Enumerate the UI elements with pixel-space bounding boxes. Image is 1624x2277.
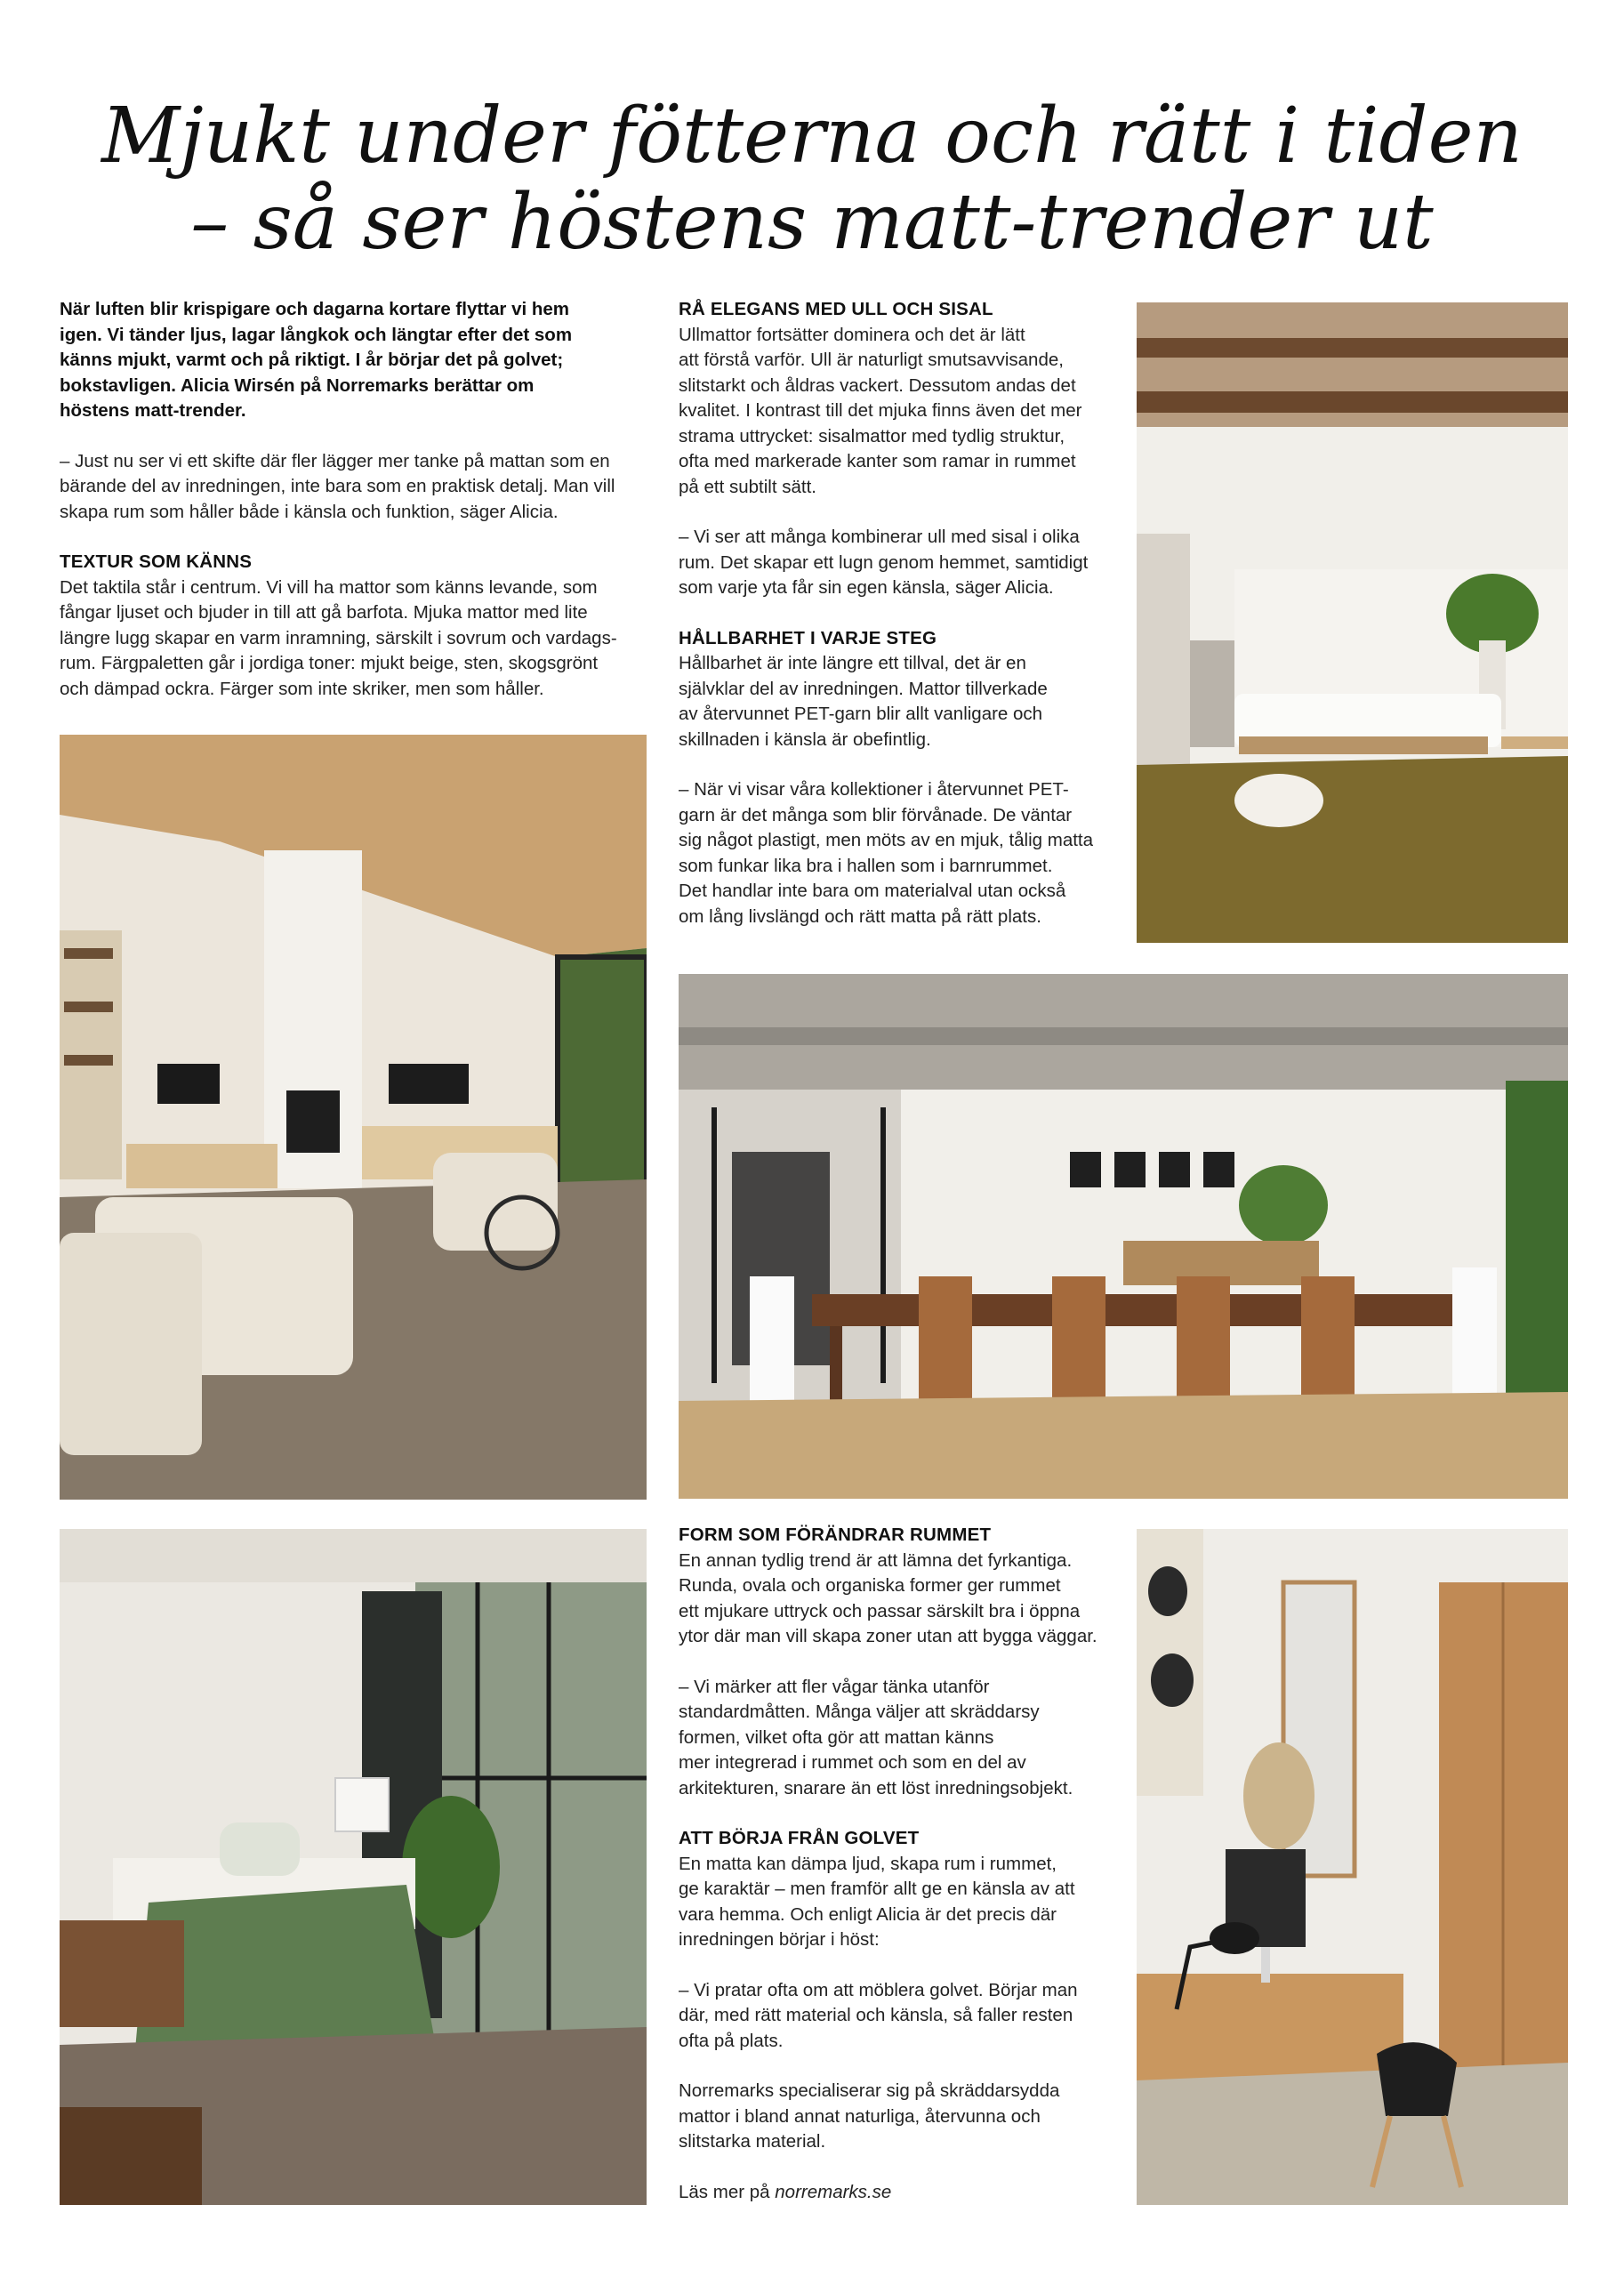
read-more-line	[679, 2180, 1123, 2206]
intro-quote: – Just nu ser vi ett skifte där fler lägger mer tanke på mattan som en bärande del av inredningen, inte bara som en praktisk detalj. Man vill skapa rum som håller både i känsla och funktion, säger Alicia.	[60, 450, 615, 522]
office-illustration	[1137, 1529, 1568, 2205]
photo-living-room	[60, 735, 647, 1500]
paragraph-hallbarhet-quote: – När vi visar våra kollektioner i återvunnet PET- garn är det många som blir förvånade. De väntar sig något plastigt, men möts av en mjuk, tålig matta som funkar lika bra i hallen som i barnrummet. Det handlar inte bara om materialval utan också om lång livslängd och rätt matta på rätt plats.	[679, 779, 1094, 927]
paragraph-outro: Norremarks specialiserar sig på skräddarsydda mattor i bland annat naturliga, återvunna och slitstarka material.	[679, 2080, 1060, 2152]
paragraph-elegans: Ullmattor fortsätter dominera och det är lätt att förstå varför. Ull är naturligt smutsavvisande, slitstarkt och åldras vackert. Dessutom andas det kvalitet. I kontrast till det mjuka finns även det mer strama uttrycket: sisalmattor med tydlig struktur, ofta med markerade kanter som ramar in rummet på ett subtilt sätt.	[679, 324, 1082, 497]
article-title	[0, 93, 1624, 266]
column-2-text	[679, 297, 1123, 954]
heading-golvet: ATT BÖRJA FRÅN GOLVET	[679, 1828, 920, 1848]
photo-office	[1137, 1529, 1568, 2205]
read-more-label: Läs mer på	[679, 2181, 770, 2202]
paragraph-textur: Det taktila står i centrum. Vi vill ha mattor som känns levande, som fångar ljuset och bjuder in till att gå barfota. Mjuka mattor med lite längre lugg skapar en varm inramning, särskilt i sovrum och vardags- rum. Färgpaletten går i jordiga toner: mjukt beige, sten, skogsgrönt och dämpad ockra. Färger som inte skriker, men som håller.	[60, 576, 617, 699]
paragraph-form: En annan tydlig trend är att lämna det fyrkantiga. Runda, ovala och organiska former ger rummet ett mjukare uttryck och passar särskilt bra i öppna ytor där man vill skapa zoner utan att bygga väggar.	[679, 1549, 1097, 1646]
living-room-illustration	[60, 735, 647, 1500]
bench-room-illustration	[1137, 302, 1568, 943]
photo-bedroom	[60, 1529, 647, 2205]
photo-dining-room	[679, 974, 1568, 1499]
paragraph-golvet-quote: – Vi pratar ofta om att möblera golvet. Börjar man där, med rätt material och känsla, så faller resten ofta på plats.	[679, 1979, 1078, 2051]
heading-textur: TEXTUR SOM KÄNNS	[60, 551, 253, 572]
bedroom-illustration	[60, 1529, 647, 2205]
website-link[interactable]: norremarks.se	[775, 2181, 892, 2202]
title-line-1: Mjukt under fötterna och rätt i tiden	[101, 92, 1523, 181]
paragraph-form-quote: – Vi märker att fler vågar tänka utanför standardmåtten. Många väljer att skräddarsy formen, vilket ofta gör att mattan känns mer integrerad i rummet och som en del av arkitekturen, snarare än ett löst inredningsobjekt.	[679, 1676, 1073, 1798]
heading-form: FORM SOM FÖRÄNDRAR RUMMET	[679, 1525, 992, 1545]
paragraph-golvet: En matta kan dämpa ljud, skapa rum i rummet, ge karaktär – men framför allt ge en känsla av att vara hemma. Och enligt Alicia är det precis där inredningen börjar i höst:	[679, 1853, 1075, 1950]
column-1-text	[60, 297, 647, 727]
photo-bench-room	[1137, 302, 1568, 943]
heading-hallbarhet: HÅLLBARHET I VARJE STEG	[679, 627, 937, 648]
dining-room-illustration	[679, 974, 1568, 1499]
intro-lead: När luften blir krispigare och dagarna kortare flyttar vi hem igen. Vi tänder ljus, lagar långkok och längtar efter det som känns mjukt, varmt och på riktigt. I år börjar det på golvet; bokstavligen. Alicia Wirsén på Norremarks berättar om höstens matt-trender.	[60, 299, 573, 421]
paragraph-hallbarhet: Hållbarhet är inte längre ett tillval, det är en självklar del av inredningen. Mattor tillverkade av återvunnet PET-garn blir allt vanligare och skillnaden i känsla är obefintlig.	[679, 653, 1048, 750]
heading-elegans: RÅ ELEGANS MED ULL OCH SISAL	[679, 299, 993, 319]
column-3-text	[679, 1523, 1123, 2230]
title-line-2: – så ser höstens matt-trender ut	[190, 178, 1434, 267]
paragraph-elegans-quote: – Vi ser att många kombinerar ull med sisal i olika rum. Det skapar ett lugn genom hemmet, samtidigt som varje yta får sin egen känsla, säger Alicia.	[679, 527, 1089, 598]
